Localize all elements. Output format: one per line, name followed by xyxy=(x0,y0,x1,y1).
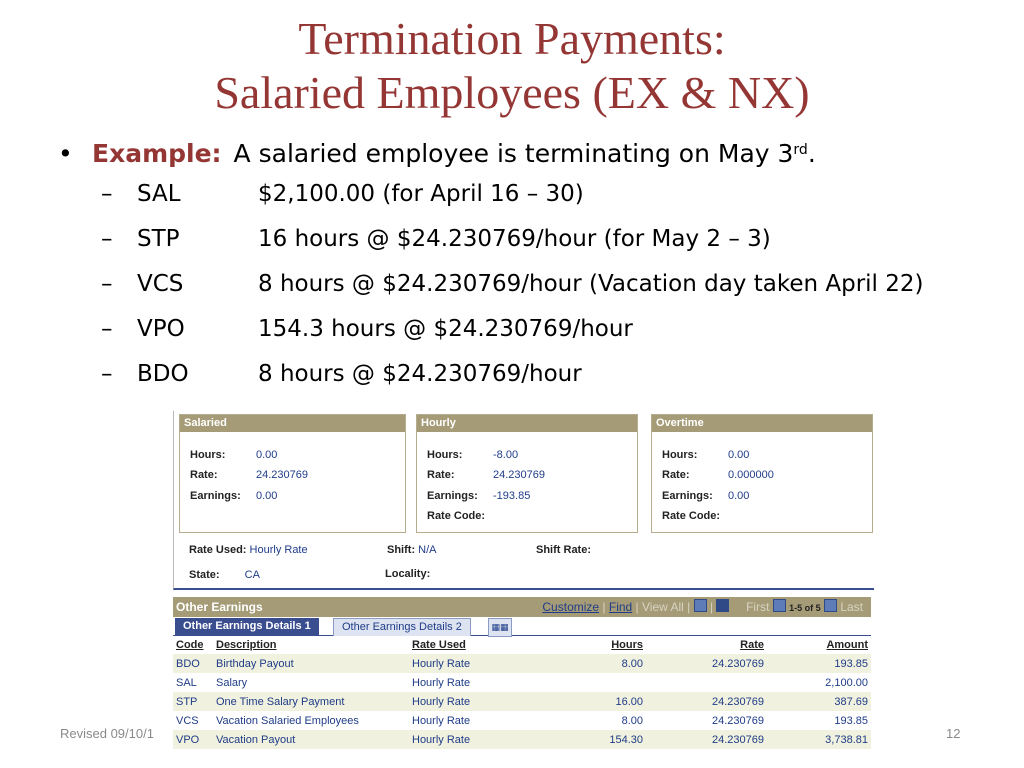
col-code[interactable]: Code xyxy=(176,639,204,651)
locality-label: Locality: xyxy=(385,568,431,580)
cell-rate: 24.230769 xyxy=(646,692,767,711)
earnings-table xyxy=(173,636,871,749)
table-row xyxy=(173,654,871,673)
hourly-header: Hourly xyxy=(417,415,637,432)
col-rate-used[interactable]: Rate Used xyxy=(412,639,466,651)
bullet-list xyxy=(58,136,1008,397)
sub-bullet-sal xyxy=(101,172,1008,217)
salaried-hours: 0.00 xyxy=(256,449,278,461)
other-earnings-grid xyxy=(173,597,871,753)
earn-desc: $2,100.00 (for April 16 – 30) xyxy=(258,181,584,207)
cell-rate-used: Hourly Rate xyxy=(409,711,535,730)
show-all-columns-icon[interactable]: ▦▦ xyxy=(488,618,512,637)
table-row xyxy=(173,673,871,692)
overtime-rate: 0.000000 xyxy=(728,469,774,481)
cell-amount: 387.69 xyxy=(767,692,871,711)
last-link[interactable]: Last xyxy=(840,600,863,614)
sub-bullet-bdo xyxy=(101,352,1008,397)
cell-amount: 2,100.00 xyxy=(767,673,871,692)
tab-details-1[interactable]: Other Earnings Details 1 xyxy=(175,618,319,635)
cell-hours xyxy=(535,673,646,692)
earnings-label: Earnings: xyxy=(190,490,241,502)
prev-arrow-icon[interactable] xyxy=(773,599,786,612)
rate-code-label: Rate Code: xyxy=(427,510,486,522)
salaried-rate: 24.230769 xyxy=(256,469,308,481)
cell-rate: 24.230769 xyxy=(646,730,767,749)
earn-code: SAL xyxy=(137,181,181,207)
footer-revised-date: Revised 09/10/1 xyxy=(60,726,154,741)
table-row xyxy=(173,711,871,730)
cell-rate-used: Hourly Rate xyxy=(409,692,535,711)
col-description[interactable]: Description xyxy=(216,639,277,651)
earn-desc: 154.3 hours @ $24.230769/hour xyxy=(258,316,633,342)
hourly-hours: -8.00 xyxy=(493,449,519,461)
cell-code: STP xyxy=(173,692,213,711)
cell-code: BDO xyxy=(173,654,213,673)
cell-amount: 3,738.81 xyxy=(767,730,871,749)
cell-description: Salary xyxy=(213,673,409,692)
slide-title-line2: Salaried Employees (EX & NX) xyxy=(214,67,810,118)
bullet-dot: • xyxy=(58,139,73,168)
cell-description: Birthday Payout xyxy=(213,654,409,673)
example-bullet xyxy=(58,136,1008,172)
find-link[interactable]: Find xyxy=(608,600,633,614)
dash: – xyxy=(101,181,113,207)
salaried-header: Salaried xyxy=(180,415,405,432)
sub-bullet-vcs xyxy=(101,262,1008,307)
col-amount[interactable]: Amount xyxy=(826,639,868,651)
rate-used-label: Rate Used: xyxy=(189,544,247,556)
dash: – xyxy=(101,361,113,387)
shift-label: Shift: xyxy=(387,544,416,556)
grid-tools: Customize | Find | View All | | First 1-5 of 5 Last xyxy=(542,600,863,614)
example-label: Example: xyxy=(92,139,222,168)
grid-title: Other Earnings xyxy=(176,600,263,614)
salaried-earnings: 0.00 xyxy=(256,490,278,502)
table-row xyxy=(173,730,871,749)
earn-desc: 8 hours @ $24.230769/hour (Vacation day taken April 22) xyxy=(258,271,924,297)
salaried-box xyxy=(179,414,406,533)
overtime-header: Overtime xyxy=(652,415,872,432)
cell-rate xyxy=(646,673,767,692)
hourly-box xyxy=(416,414,638,533)
download-grid-icon[interactable] xyxy=(716,599,729,612)
hours-label: Hours: xyxy=(662,449,698,461)
rate-used-value: Hourly Rate xyxy=(249,544,308,556)
cell-code: VCS xyxy=(173,711,213,730)
tab-details-2[interactable]: Other Earnings Details 2 xyxy=(333,618,471,636)
cell-hours: 8.00 xyxy=(535,654,646,673)
shift-rate-label: Shift Rate: xyxy=(536,544,591,556)
cell-amount: 193.85 xyxy=(767,711,871,730)
shift-field xyxy=(387,544,437,556)
rate-label: Rate: xyxy=(427,469,455,481)
col-hours[interactable]: Hours xyxy=(611,639,643,651)
dash: – xyxy=(101,226,113,252)
earn-code: VPO xyxy=(137,316,185,342)
cell-code: VPO xyxy=(173,730,213,749)
cell-amount: 193.85 xyxy=(767,654,871,673)
shift-rate-field xyxy=(536,544,591,556)
cell-hours: 154.30 xyxy=(535,730,646,749)
overtime-box xyxy=(651,414,873,533)
cell-hours: 8.00 xyxy=(535,711,646,730)
dash: – xyxy=(101,316,113,342)
cell-rate: 24.230769 xyxy=(646,711,767,730)
example-end: . xyxy=(807,139,816,168)
rate-label: Rate: xyxy=(190,469,218,481)
earnings-label: Earnings: xyxy=(662,490,713,502)
rate-label: Rate: xyxy=(662,469,690,481)
customize-link[interactable]: Customize xyxy=(542,600,600,614)
earn-code: VCS xyxy=(137,271,184,297)
earnings-label: Earnings: xyxy=(427,490,478,502)
rate-code-label: Rate Code: xyxy=(662,510,721,522)
cell-code: SAL xyxy=(173,673,213,692)
example-sup: rd xyxy=(793,142,808,158)
sub-bullet-vpo xyxy=(101,307,1008,352)
example-text: A salaried employee is terminating on May 3 xyxy=(233,139,794,168)
slide-title-line1: Termination Payments: xyxy=(298,13,726,64)
table-header-row xyxy=(173,636,871,654)
state-label: State: xyxy=(189,569,220,581)
cell-rate-used: Hourly Rate xyxy=(409,730,535,749)
overtime-earnings: 0.00 xyxy=(728,490,750,502)
state-value: CA xyxy=(244,569,260,581)
earnings-panel xyxy=(173,411,874,590)
earn-desc: 16 hours @ $24.230769/hour (for May 2 – 3) xyxy=(258,226,771,252)
rate-used-field xyxy=(189,544,308,556)
cell-hours: 16.00 xyxy=(535,692,646,711)
cell-rate: 24.230769 xyxy=(646,654,767,673)
zoom-icon[interactable] xyxy=(694,599,707,612)
earn-code: STP xyxy=(137,226,180,252)
overtime-hours: 0.00 xyxy=(728,449,750,461)
cell-description: One Time Salary Payment xyxy=(213,692,409,711)
table-row xyxy=(173,692,871,711)
earn-code: BDO xyxy=(137,361,189,387)
footer-page-number: 12 xyxy=(946,726,961,741)
col-rate[interactable]: Rate xyxy=(740,639,764,651)
locality-field xyxy=(385,568,430,580)
hours-label: Hours: xyxy=(190,449,226,461)
cell-description: Vacation Salaried Employees xyxy=(213,711,409,730)
grid-title-bar xyxy=(173,597,871,617)
sub-bullet-stp xyxy=(101,217,1008,262)
hours-label: Hours: xyxy=(427,449,463,461)
cell-description: Vacation Payout xyxy=(213,730,409,749)
state-field xyxy=(189,569,260,581)
earn-desc: 8 hours @ $24.230769/hour xyxy=(258,361,582,387)
dash: – xyxy=(101,271,113,297)
cell-rate-used: Hourly Rate xyxy=(409,654,535,673)
shift-value: N/A xyxy=(418,544,437,556)
hourly-earnings: -193.85 xyxy=(493,490,531,502)
view-all-link[interactable]: View All xyxy=(642,600,684,614)
row-range: 1-5 of 5 xyxy=(789,603,821,613)
hourly-rate: 24.230769 xyxy=(493,469,545,481)
first-link[interactable]: First xyxy=(746,600,770,614)
next-arrow-icon[interactable] xyxy=(824,599,837,612)
cell-rate-used: Hourly Rate xyxy=(409,673,535,692)
grid-tabs xyxy=(173,617,871,636)
slide-title xyxy=(0,12,1024,120)
